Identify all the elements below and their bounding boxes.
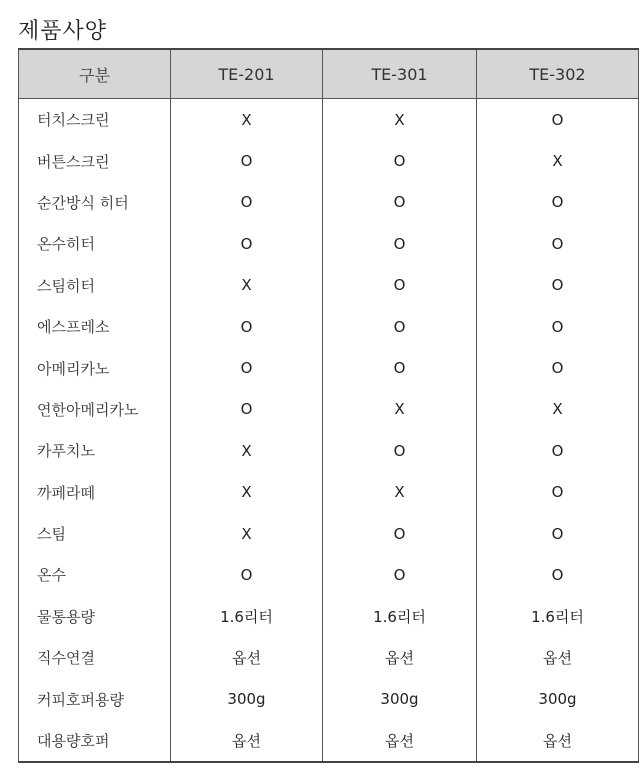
- row-label: 터치스크린: [19, 99, 171, 141]
- row-label: 커피호퍼용량: [19, 678, 171, 719]
- te-301-value: O: [323, 265, 477, 306]
- te-302-value: O: [477, 347, 639, 388]
- row-label: 물통용량: [19, 596, 171, 637]
- table-row: [19, 720, 639, 762]
- table-row: [19, 223, 639, 264]
- row-label: 온수: [19, 554, 171, 595]
- te-301-value: O: [323, 554, 477, 595]
- te-201-value: X: [171, 430, 323, 471]
- header-te-301: TE-301: [323, 49, 477, 99]
- table-row: [19, 140, 639, 181]
- te-301-value: O: [323, 223, 477, 264]
- te-201-value: 1.6리터: [171, 596, 323, 637]
- table-row: [19, 472, 639, 513]
- te-301-value: X: [323, 99, 477, 141]
- te-201-value: O: [171, 306, 323, 347]
- te-301-value: 옵션: [323, 720, 477, 762]
- spec-table-body: [19, 99, 639, 763]
- te-301-value: 1.6리터: [323, 596, 477, 637]
- table-row: [19, 430, 639, 471]
- row-label: 연한아메리카노: [19, 389, 171, 430]
- table-row: [19, 99, 639, 141]
- row-label: 스팀: [19, 513, 171, 554]
- te-201-value: 300g: [171, 678, 323, 719]
- header-te-302: TE-302: [477, 49, 639, 99]
- te-302-value: O: [477, 182, 639, 223]
- te-201-value: O: [171, 140, 323, 181]
- te-302-value: O: [477, 99, 639, 141]
- row-label: 스팀히터: [19, 265, 171, 306]
- te-301-value: O: [323, 430, 477, 471]
- row-label: 온수히터: [19, 223, 171, 264]
- te-201-value: O: [171, 389, 323, 430]
- te-201-value: X: [171, 265, 323, 306]
- row-label: 순간방식 히터: [19, 182, 171, 223]
- te-302-value: O: [477, 306, 639, 347]
- te-301-value: X: [323, 389, 477, 430]
- te-301-value: O: [323, 182, 477, 223]
- te-201-value: 옵션: [171, 637, 323, 678]
- table-row: [19, 637, 639, 678]
- te-302-value: 300g: [477, 678, 639, 719]
- spec-table: [18, 48, 639, 763]
- te-201-value: O: [171, 347, 323, 388]
- row-label: 대용량호퍼: [19, 720, 171, 762]
- te-201-value: O: [171, 554, 323, 595]
- te-201-value: X: [171, 513, 323, 554]
- table-row: [19, 678, 639, 719]
- te-201-value: X: [171, 99, 323, 141]
- table-row: [19, 389, 639, 430]
- te-201-value: 옵션: [171, 720, 323, 762]
- row-label: 직수연결: [19, 637, 171, 678]
- te-302-value: O: [477, 223, 639, 264]
- table-row: [19, 554, 639, 595]
- te-302-value: O: [477, 430, 639, 471]
- te-301-value: 300g: [323, 678, 477, 719]
- row-label: 카푸치노: [19, 430, 171, 471]
- te-301-value: O: [323, 513, 477, 554]
- te-201-value: X: [171, 472, 323, 513]
- te-302-value: 1.6리터: [477, 596, 639, 637]
- table-row: [19, 306, 639, 347]
- te-302-value: O: [477, 472, 639, 513]
- te-302-value: X: [477, 140, 639, 181]
- header-te-201: TE-201: [171, 49, 323, 99]
- row-label: 까페라떼: [19, 472, 171, 513]
- table-row: [19, 182, 639, 223]
- te-301-value: O: [323, 140, 477, 181]
- header-category: 구분: [19, 49, 171, 99]
- te-201-value: O: [171, 223, 323, 264]
- te-301-value: 옵션: [323, 637, 477, 678]
- table-row: [19, 265, 639, 306]
- te-302-value: O: [477, 513, 639, 554]
- row-label: 아메리카노: [19, 347, 171, 388]
- table-row: [19, 513, 639, 554]
- row-label: 버튼스크린: [19, 140, 171, 181]
- te-201-value: O: [171, 182, 323, 223]
- te-302-value: 옵션: [477, 637, 639, 678]
- table-row: [19, 347, 639, 388]
- te-302-value: O: [477, 554, 639, 595]
- te-301-value: O: [323, 306, 477, 347]
- page-title: 제품사양: [18, 19, 108, 44]
- table-row: [19, 596, 639, 637]
- te-302-value: 옵션: [477, 720, 639, 762]
- te-301-value: X: [323, 472, 477, 513]
- te-301-value: O: [323, 347, 477, 388]
- row-label: 에스프레소: [19, 306, 171, 347]
- te-302-value: O: [477, 265, 639, 306]
- header-row: [19, 49, 639, 99]
- te-302-value: X: [477, 389, 639, 430]
